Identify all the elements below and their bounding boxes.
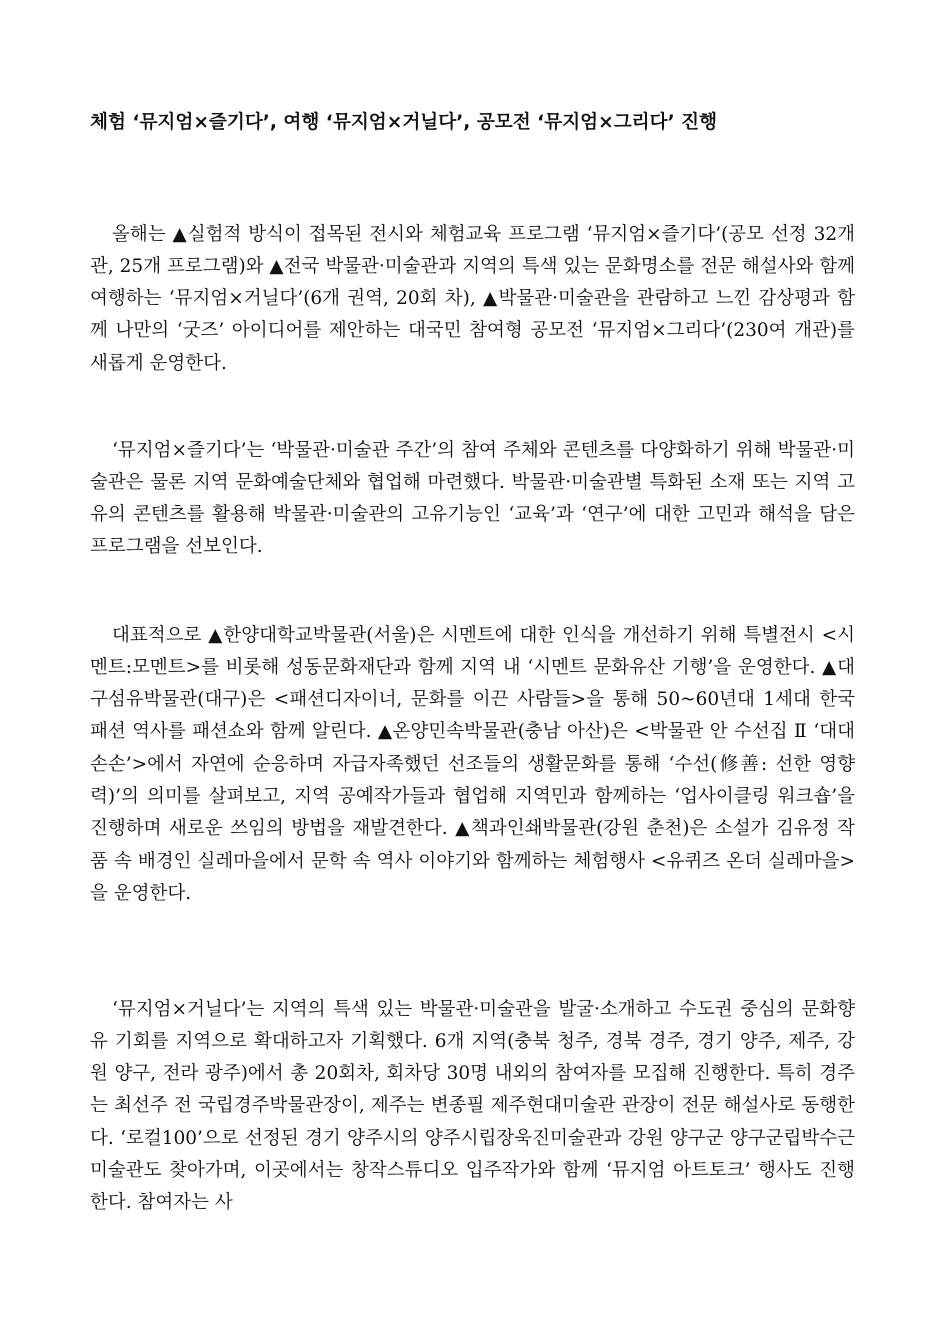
paragraph-examples: 대표적으로 ▲한양대학교박물관(서울)은 시멘트에 대한 인식을 개선하기 위해 특별전시 <시멘트:모멘트>를 비롯해 성동문화재단과 함께 지역 내 ‘시멘트 문화유산 기행’을 운영한다. ▲대구섬유박물관(대구)은 <패션디자이너, 문화를 이끈 사람들>을 통해 50~60년대 1세대 한국 패션 역사를 패션쇼와 함께 알린다. ▲온양민속박물관(충남 아산)은 <박물관 안 수선집 Ⅱ ‘대대손손’>에서 자연에 순응하며 자급자족했던 선조들의 생활문화를 통해 ‘수선(修善: 선한 영향력)’의 의미를 살펴보고, 지역 공예작가들과 협업해 지역민과 함께하는 ‘업사이클링 워크숍’을 진행하며 새로운 쓰임의 방법을 재발견한다. ▲책과인쇄박물관(강원 춘천)은 소설가 김유정 작품 속 배경인 실레마을에서 문학 속 역사 이야기와 함께하는 체험행사 <유퀴즈 온더 실레마을>을 운영한다. [90,624,855,904]
paragraph-museum-walk: ‘뮤지엄×거닐다’는 지역의 특색 있는 박물관·미술관을 발굴·소개하고 수도권 중심의 문화향유 기회를 지역으로 확대하고자 기획했다. 6개 지역(충북 청주, 경북 경주, 경기 양주, 제주, 강원 양구, 전라 광주)에서 총 20회차, 회차당 30명 내외의 참여자를 모집해 진행한다. 특히 경주는 최선주 전 국립경주박물관장이, 제주는 변종필 제주현대미술관 관장이 전문 해설사로 동행한다. ‘로컬100’으로 선정된 경기 양주시의 양주시립장욱진미술관과 강원 양구군 양구군립박수근미술관도 찾아가며, 이곳에서는 창작스튜디오 입주작가와 함께 ‘뮤지엄 아트토크’ 행사도 진행한다. 참여자는 사 [90,998,855,1214]
section-heading: 체험 ‘뮤지엄×즐기다’, 여행 ‘뮤지엄×거닐다’, 공모전 ‘뮤지엄×그리다’ 진행 [90,112,718,133]
paragraph-overview: 올해는 ▲실험적 방식이 접목된 전시와 체험교육 프로그램 ‘뮤지엄×즐기다’(공모 선정 32개관, 25개 프로그램)와 ▲전국 박물관·미술관과 지역의 특색 있는 문화명소를 전문 해설사와 함께 여행하는 ‘뮤지엄×거닐다’(6개 권역, 20회 차), ▲박물관·미술관을 관람하고 느낀 감상평과 함께 나만의 ‘굿즈’ 아이디어를 제안하는 대국민 참여형 공모전 ‘뮤지엄×그리다’(230여 개관)를 새롭게 운영한다. [90,223,855,374]
paragraph-museum-enjoy: ‘뮤지엄×즐기다’는 ‘박물관·미술관 주간’의 참여 주체와 콘텐츠를 다양화하기 위해 박물관·미술관은 물론 지역 문화예술단체와 협업해 마련했다. 박물관·미술관별 특화된 소재 또는 지역 고유의 콘텐츠를 활용해 박물관·미술관의 고유기능인 ‘교육’과 ‘연구’에 대한 고민과 해석을 담은 프로그램을 선보인다. [90,439,855,558]
